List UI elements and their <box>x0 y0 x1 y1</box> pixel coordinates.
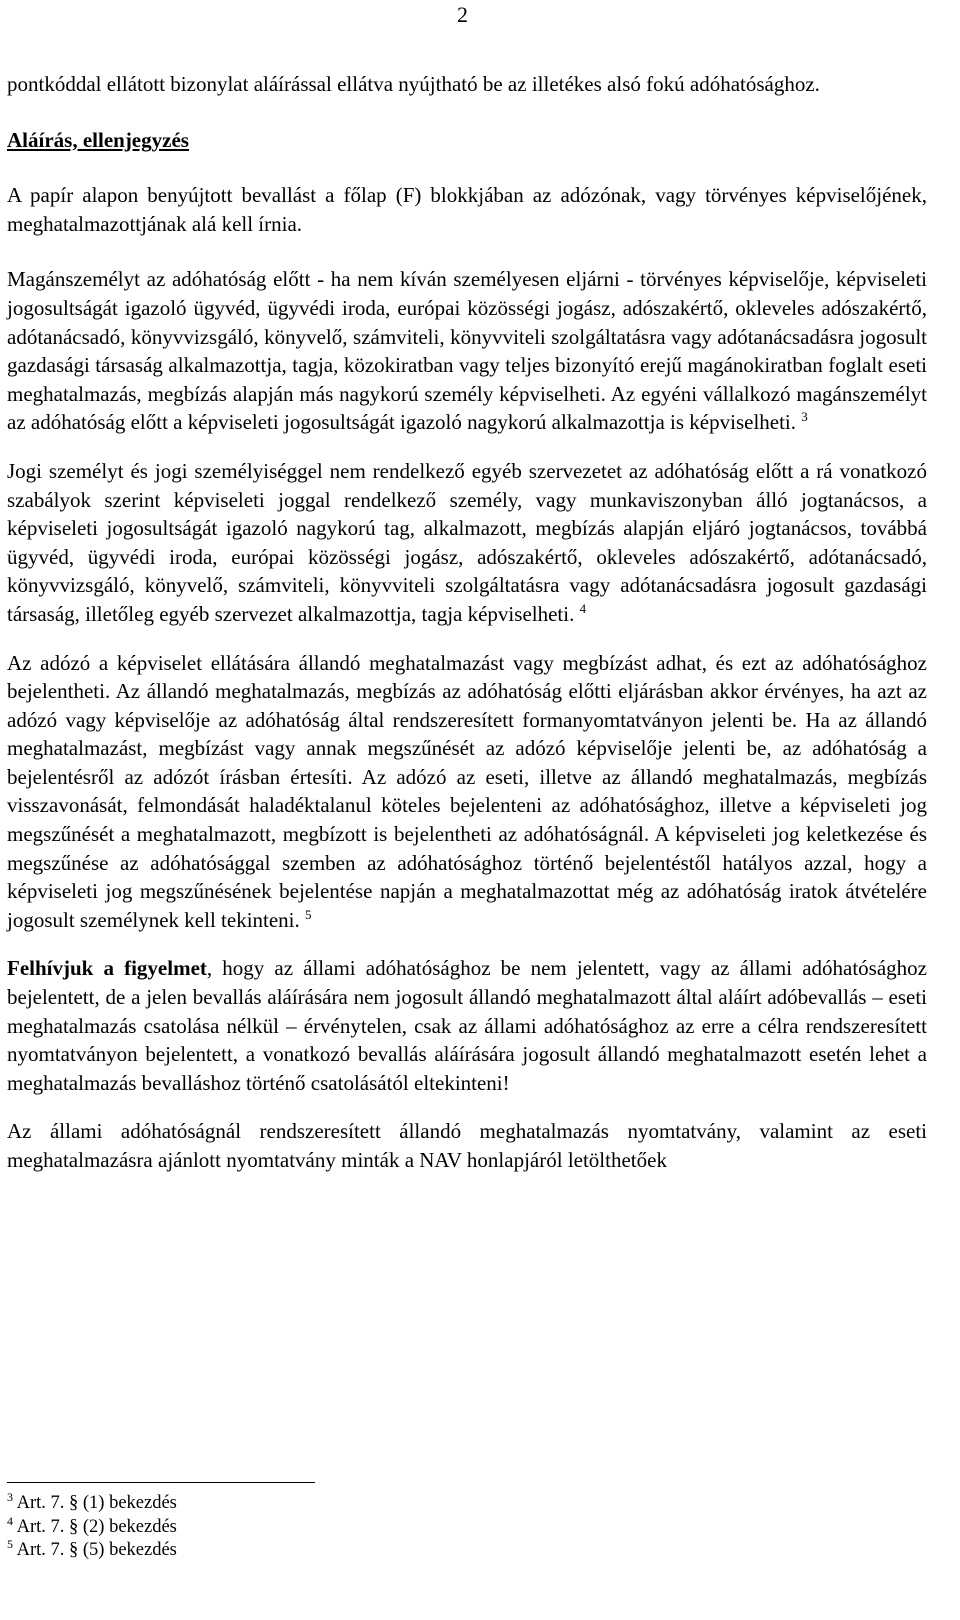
footnote-ref-5[interactable]: 5 <box>305 906 312 922</box>
paragraph-text: Az adózó a képviselet ellátására állandó meghatalmazást vagy megbízást adhat, és ezt az adóhatósághoz bejelentheti. Az állandó meghatalmazás, megbízás az adóhatóság előtti eljárásban akkor érvényes, ha azt az adózó vagy képviselője az adóhatóság által rendszeresített formanyomtatványon jelenti be. Ha az állandó meghatalmazást, megbízást vagy annak megszűnését az adózó képviselője jelenti be, az adóhatóság a bejelentésről az adózót írásban értesíti. Az adózó az eseti, illetve az állandó meghatalmazás, megbízás visszavonását, felmondását haladéktalanul köteles bejelenteni az adóhatósághoz, illetve a képviseleti jog megszűnését a meghatalmazott, megbízott is bejelentheti az adóhatóságnál. A képviseleti jog keletkezése és megszűnése az adóhatósággal szemben az adóhatósághoz történő bejelentéstől hatályos azzal, hogy a képviseleti jog megszűnésének bejelentése napján a meghatalmazottat még az adóhatóság iratok átvételére jogosult személynek kell tekinteni. <box>7 650 927 932</box>
footnote-ref-3[interactable]: 3 <box>801 409 808 425</box>
paragraph-paper-signature: A papír alapon benyújtott bevallást a főlap (F) blokkjában az adózónak, vagy törvényes képviselőjének, meghatalmazottjának alá kell írnia. <box>7 183 927 236</box>
paragraph-submission: pontkóddal ellátott bizonylat aláírással ellátva nyújtható be az illetékes alsó fokú adóhatósághoz. <box>7 72 820 96</box>
paragraph-text: Jogi személyt és jogi személyiséggel nem rendelkező egyéb szervezetet az adóhatóság előtt a rá vonatkozó szabályok szerint képviseleti joggal rendelkező személy, vagy munkaviszonyban álló jogtanácsos, a képviseleti jogosultságát igazoló nagykorú tag, alkalmazott, megbízás alapján eljáró jogtanácsos, továbbá ügyvéd, ügyvédi iroda, európai közösségi jogász, adószakértő, okleveles adószakértő, adótanácsadó, könyvvizsgáló, könyvelő, számviteli, könyvviteli szolgáltatásra vagy adótanácsadásra jogosult gazdasági társaság, illetőleg egyéb szervezet alkalmazottja, tagja képviselheti. <box>7 458 927 626</box>
paragraph-forms-download: Az állami adóhatóságnál rendszeresített állandó meghatalmazás nyomtatvány, valamint az eseti meghatalmazásra ajánlott nyomtatvány minták a NAV honlapjáról letölthetőek <box>7 1119 927 1172</box>
paragraph-legal-entity-representation <box>7 457 927 629</box>
footnotes <box>7 1492 177 1563</box>
page-number: 2 <box>457 2 468 27</box>
attention-label: Felhívjuk a figyelmet <box>7 956 207 981</box>
paragraph-attention <box>7 954 927 1097</box>
footnote-ref-4[interactable]: 4 <box>579 600 587 616</box>
footnote-4: $^4$ Art. 7. § (2) bekezdés <box>7 1513 177 1537</box>
section-heading-signature: Aláírás, ellenjegyzés <box>7 127 189 152</box>
paragraph-standing-authorization <box>7 649 927 935</box>
footnote-separator <box>7 1482 315 1483</box>
paragraph-text: Magánszemélyt az adóhatóság előtt - ha nem kíván személyesen eljárni - törvényes képviselője, képviseleti jogosultságát igazoló ügyvéd, ügyvédi iroda, európai közösségi jogász, adószakértő, okleveles adószakértő, adótanácsadó, könyvvizsgáló, könyvelő, számviteli, könyvviteli szolgáltatásra vagy adótanácsadásra jogosult gazdasági társaság alkalmazottja, tagja, közokiratban vagy teljes bizonyító erejű magánokiratban foglalt eseti meghatalmazás, megbízás alapján más nagykorú személy képviselheti. Az egyéni vállalkozó magánszemélyt az adóhatóság előtt a képviseleti jogosultságát igazoló nagykorú alkalmazottja is képviselheti. <box>7 267 927 435</box>
document-body <box>7 70 927 1175</box>
footnote-3: $^3$ Art. 7. § (1) bekezdés <box>7 1490 177 1513</box>
footnote-5: $^5$ Art. 7. § (5) bekezdés <box>7 1537 177 1560</box>
paragraph-text: , hogy az állami adóhatósághoz be nem jelentett, vagy az állami adóhatósághoz bejelentett, de a jelen bevallás aláírására nem jogosult állandó meghatalmazott által aláírt adóbevallás – eseti meghatalmazás csatolása nélkül – érvénytelen, csak az állami adóhatósághoz az erre a célra rendszeresített nyomtatványon bejelentett, a vonatkozó bevallás aláírására jogosult állandó meghatalmazott esetén lehet a meghatalmazás bevalláshoz történő csatolásától eltekinteni! <box>7 956 927 1095</box>
paragraph-private-person-representation <box>7 265 927 437</box>
